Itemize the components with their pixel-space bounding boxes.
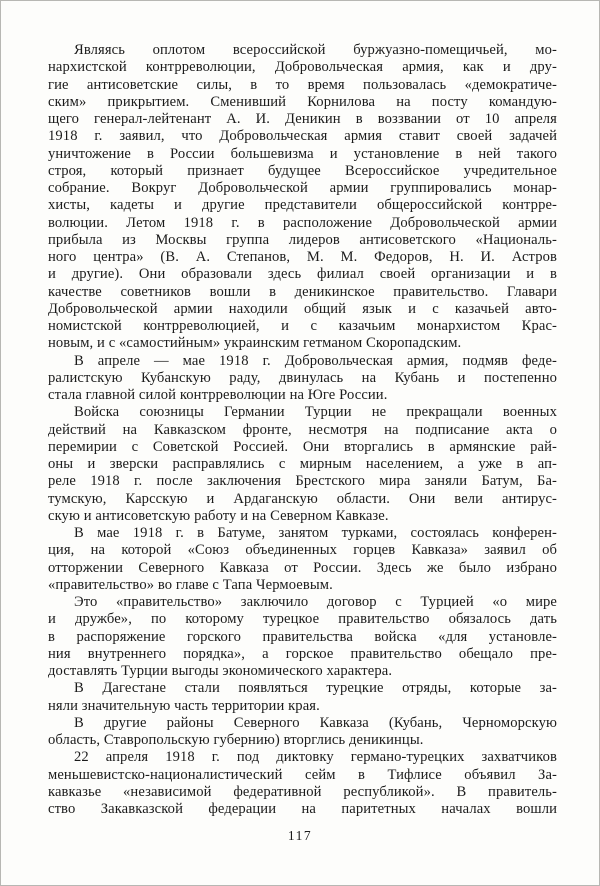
text-line: нархистской контрреволюции, Добровольческая армия, как и дру- [48, 59, 557, 76]
text-line: номистской контрреволюцией, и с казачьим монархистом Крас- [48, 318, 557, 334]
text-line: няли значительную часть территории края. [48, 697, 320, 714]
text-line: качестве советников вошли в деникинское правительство. Главари [48, 283, 557, 300]
text-line: реле 1918 г. после заключения Брестского мира заняли Батум, Ба- [48, 473, 557, 490]
text-line: действий на Кавказском фронте, несмотря на подписание акта о [48, 421, 557, 438]
text-line: собрание. Вокруг Добровольческой армии группировались монар- [48, 180, 557, 196]
text-line: ство Закавказской федерации на паритетных началах вошли [48, 801, 557, 817]
text-line: хисты, кадеты и другие представители общероссийской контрре- [48, 197, 557, 214]
text-line: прибыла из Москвы группа лидеров антисоветского «Националь- [48, 231, 557, 248]
text-line: кавказье «независимой федеративной республикой». В правитель- [48, 783, 557, 800]
text-line: ного центра» (В. А. Степанов, М. М. Федоров, Н. И. Астров [48, 249, 557, 265]
text-line: доставлять Турции выгоды экономического характера. [48, 663, 393, 679]
text-line: В другие районы Северного Кавказа (Кубань, Черноморскую [74, 714, 557, 731]
text-line: область, Ставропольскую губернию) вторглись деникинцы. [48, 732, 424, 748]
text-line: уничтожение в России большевизма и установление в ней такого [48, 145, 557, 162]
text-line: Войска союзницы Германии Турции не прекращали военных [74, 404, 557, 421]
text-line: новым, и с «самостийным» украинским гетманом Скоропадским. [48, 335, 462, 352]
text-line: и дружбе», по которому турецкое правительство обязалось дать [48, 611, 557, 628]
text-line: Добровольческой армии находили общий язык и с казачьей авто- [48, 300, 557, 317]
text-line: в распоряжение горского правительства войска «для установле- [48, 628, 557, 645]
text-line: ция, на которой «Союз объединенных горцев Кавказа» заявил об [48, 542, 557, 559]
text-line: 22 апреля 1918 г. под диктовку германо-турецких захватчиков [74, 749, 557, 766]
text-line: В апреле — мае 1918 г. Добровольческая армия, подмяв феде- [74, 352, 557, 369]
text-line: «правительство» во главе с Тапа Чермоевым. [48, 576, 333, 593]
text-line: тумскую, Карсскую и Ардаганскую области. Они вели антирус- [48, 490, 557, 507]
text-line: В мае 1918 г. в Батуме, занятом турками, состоялась конферен- [74, 525, 557, 541]
text-line: ским» прикрытием. Сменивший Корнилова на посту командую- [48, 93, 557, 110]
text-line: стала главной силой контрреволюции на Юге России. [48, 387, 388, 403]
text-line: ния внутреннего порядка», а горское правительство обещало пре- [48, 645, 557, 662]
page-number: 117 [287, 828, 313, 843]
text-line: отторжении Северного Кавказа от России. Здесь же было избрано [48, 559, 557, 576]
text-line: Являясь оплотом всероссийской буржуазно-помещичьей, мо- [74, 42, 557, 58]
text-line: меньшевистско-националистический сейм в Тифлисе объявил За- [48, 766, 557, 783]
text-line: В Дагестане стали появляться турецкие отряды, которые за- [74, 680, 557, 697]
text-line: и другие). Они образовали здесь филиал своей организации и в [48, 266, 557, 283]
text-line: Это «правительство» заключило договор с Турцией «о мире [74, 594, 557, 610]
text-line: щего генерал-лейтенант А. И. Деникин в воззвании от 10 апреля [48, 111, 557, 127]
page-text [48, 42, 557, 818]
text-line: перемирии с Советской Россией. Они вторгались в армянские рай- [48, 438, 557, 455]
text-line: скую и антисоветскую работу и на Северном Кавказе. [48, 507, 389, 524]
text-line: гие антисоветские силы, в то время пользовалась «демократиче- [48, 76, 557, 93]
text-line: ралистскую Кубанскую раду, двинулась на Кубань и постепенно [48, 369, 557, 386]
text-line: волюции. Летом 1918 г. в расположение Добровольческой армии [48, 214, 557, 231]
text-line: 1918 г. заявил, что Добровольческая армия ставит своей задачей [48, 128, 557, 145]
text-line: строя, который признает будущее Всероссийское учредительное [48, 162, 557, 179]
text-line: оны и зверски расправлялись с мирным населением, а уже в ап- [48, 456, 557, 472]
